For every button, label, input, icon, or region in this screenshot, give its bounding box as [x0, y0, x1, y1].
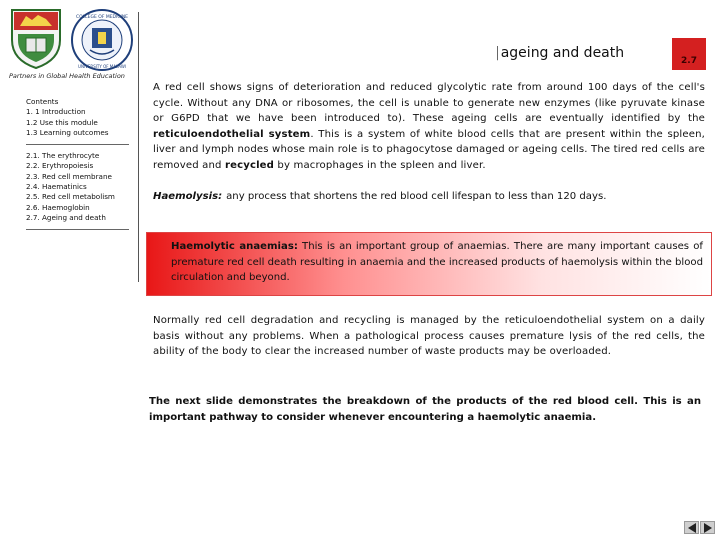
- p1-text-c: . This is a system of white blood cells that are present within the spleen, liver and lymph nodes whose main role is to phagocytose damaged or ageing cells. The tired red cells are removed and: [153, 128, 705, 171]
- sidebar-item-erythropoiesis[interactable]: 2.2. Erythropoiesis: [26, 161, 94, 171]
- p1-term-reticuloendothelial: reticuloendothelial system: [153, 128, 311, 140]
- sidebar-item-haematinics[interactable]: 2.4. Haematinics: [26, 182, 87, 192]
- college-of-medicine-seal: [70, 8, 134, 72]
- p1-text-a: A red cell shows signs of deterioration and reduced glycolytic rate from around 100 days of the cell's cycle. Without any DNA or ribosomes, the cell is unable to generate new enzymes (like pyruvate kinase or G6PD that we have been introduced to). These ageing cells are eventually identified by the: [153, 82, 705, 124]
- triangle-left-icon: [688, 523, 696, 533]
- page-title: [495, 45, 624, 61]
- slide-number-badge: [672, 38, 706, 70]
- prev-slide-button[interactable]: [684, 521, 699, 534]
- callout-term: Haemolytic anaemias:: [171, 241, 298, 252]
- haemolysis-text: any process that shortens the red blood cell lifespan to less than 120 days.: [226, 191, 607, 202]
- sidebar-item-red-cell-membrane[interactable]: 2.3. Red cell membrane: [26, 171, 112, 181]
- university-shield-logo: [8, 6, 64, 70]
- p1-term-recycled: recycled: [224, 159, 275, 171]
- intro-paragraph: [153, 80, 705, 173]
- sidebar-item-contents[interactable]: Contents: [26, 97, 59, 106]
- haemolysis-term: Haemolysis:: [153, 191, 223, 202]
- sidebar-item-erythrocyte[interactable]: 2.1. The erythrocyte: [26, 151, 100, 161]
- sidebar-divider: [138, 12, 139, 282]
- sidebar-item-learning-outcomes[interactable]: 1.3 Learning outcomes: [26, 127, 109, 137]
- sidebar-item-use-module[interactable]: 1.2 Use this module: [26, 117, 98, 127]
- topics-list: [26, 151, 132, 223]
- next-slide-button[interactable]: [700, 521, 715, 534]
- sidebar-item-ageing-death[interactable]: 2.7. Ageing and death: [26, 212, 106, 222]
- sidebar-item-introduction[interactable]: 1. 1 Introduction: [26, 107, 86, 117]
- sidebar-item-haemoglobin[interactable]: 2.6. Haemoglobin: [26, 202, 90, 212]
- seal-text-bottom: UNIVERSITY OF MALAWI: [78, 64, 126, 69]
- logos: [8, 6, 133, 74]
- contents-list: [26, 97, 132, 138]
- next-slide-note: The next slide demonstrates the breakdown of the products of the red blood cell. This is an important pathway to consider whenever encountering a haemolytic anaemia.: [149, 396, 701, 423]
- haemolysis-definition: [153, 191, 713, 202]
- partners-caption: Partners in Global Health Education: [9, 72, 125, 80]
- p1-text-e: by macrophages in the spleen and liver.: [274, 159, 486, 171]
- page-title-text: ageing and death: [500, 45, 625, 61]
- title-pipe: |: [495, 45, 500, 61]
- degradation-paragraph: Normally red cell degradation and recycling is managed by the reticuloendothelial system on a daily basis without any problems. When a pathological process causes premature lysis of the red cells, the ability of the body to clear the increased number of waste products may be overloaded.: [153, 315, 705, 357]
- seal-text-top: COLLEGE OF MEDICINE: [75, 15, 129, 20]
- slide-number: 2.7: [681, 56, 697, 66]
- sidebar-separator: [26, 229, 129, 230]
- haemolytic-anaemias-callout: [146, 232, 712, 296]
- sidebar-nav: [26, 97, 132, 236]
- sidebar-separator: [26, 144, 129, 145]
- callout-text: This is an important group of anaemias. There are many important causes of premature red cell death resulting in anaemia and the increased products of haemolysis within the blood circulation and beyond.: [171, 241, 703, 283]
- triangle-right-icon: [704, 523, 712, 533]
- sidebar-item-red-cell-metabolism[interactable]: 2.5. Red cell metabolism: [26, 192, 115, 202]
